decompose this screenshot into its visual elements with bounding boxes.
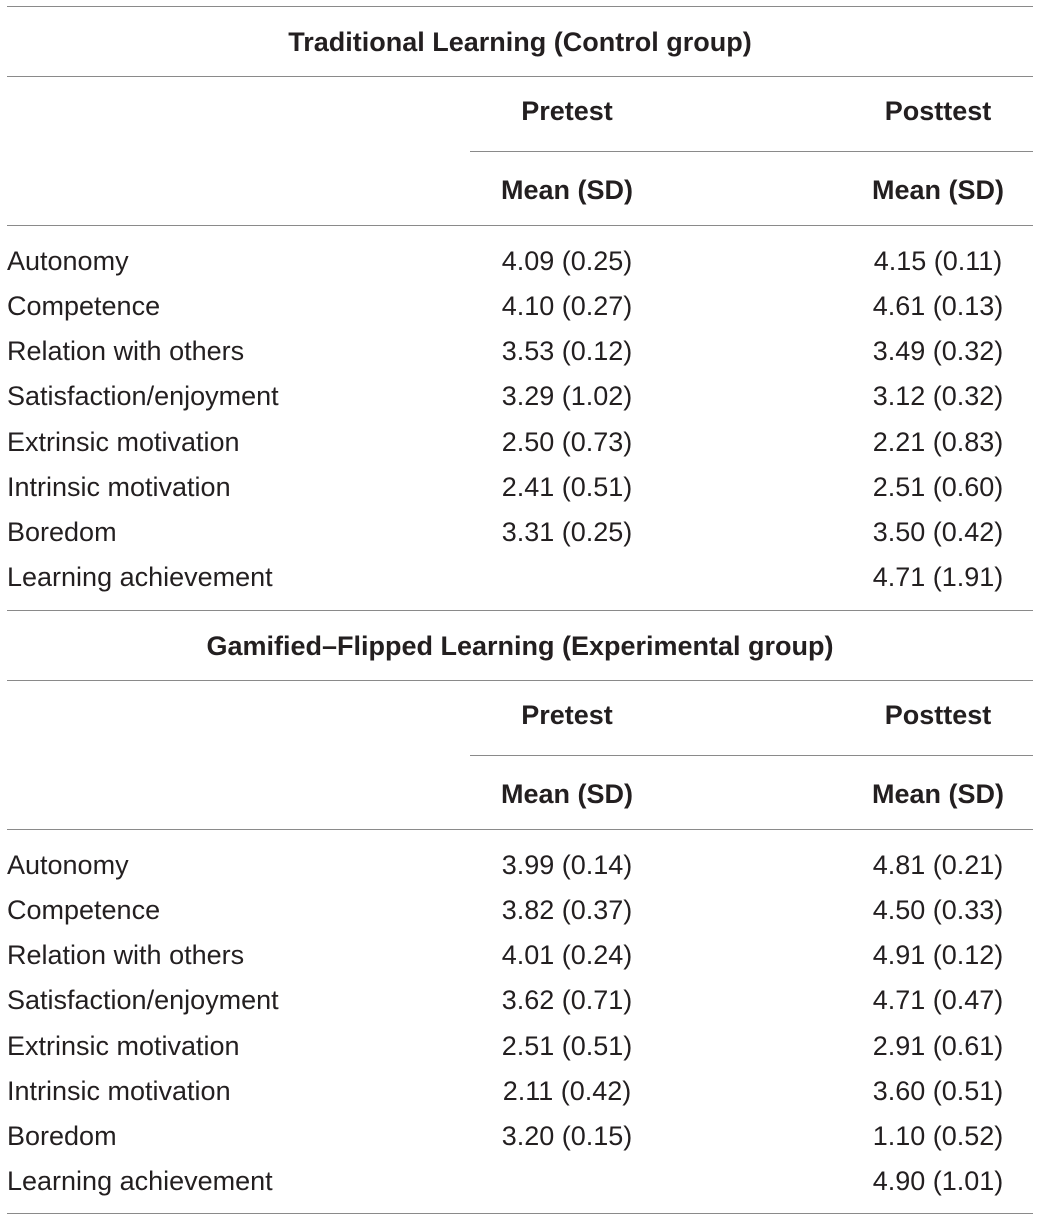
pretest-header: Pretest (521, 96, 613, 126)
posttest-mean-sd-header: Mean (SD) (871, 779, 1004, 809)
section-title: Traditional Learning (Control group) (288, 27, 752, 57)
posttest-value: 1.10 (0.52) (872, 1121, 1004, 1151)
header-rule (7, 225, 1033, 226)
row-label: Satisfaction/enjoyment (7, 985, 279, 1015)
title-rule (7, 680, 1033, 681)
pretest-value: 4.10 (0.27) (501, 291, 633, 321)
row-label: Boredom (7, 517, 117, 547)
row-label: Relation with others (7, 940, 245, 970)
spanner-rule (470, 755, 1033, 756)
pretest-header: Pretest (521, 700, 613, 730)
pretest-value: 3.99 (0.14) (501, 850, 633, 880)
pretest-value: 2.11 (0.42) (502, 1076, 632, 1106)
posttest-value: 3.12 (0.32) (872, 381, 1004, 411)
row-label: Intrinsic motivation (7, 472, 231, 502)
pretest-value: 3.62 (0.71) (501, 985, 633, 1015)
spanner-rule (470, 151, 1033, 152)
pretest-value: 2.41 (0.51) (501, 472, 633, 502)
row-label: Learning achievement (7, 562, 273, 592)
posttest-value: 3.50 (0.42) (872, 517, 1004, 547)
row-label: Competence (7, 895, 161, 925)
pretest-value: 4.09 (0.25) (501, 246, 633, 276)
pretest-mean-sd-header: Mean (SD) (500, 779, 633, 809)
row-label: Extrinsic motivation (7, 1031, 240, 1061)
posttest-value: 4.91 (0.12) (872, 940, 1004, 970)
posttest-value: 3.49 (0.32) (872, 336, 1004, 366)
section-top-rule (7, 6, 1033, 7)
pretest-value: 3.20 (0.15) (501, 1121, 633, 1151)
row-label: Relation with others (7, 336, 245, 366)
posttest-mean-sd-header: Mean (SD) (871, 175, 1004, 205)
posttest-value: 4.15 (0.11) (873, 246, 1003, 276)
row-label: Satisfaction/enjoyment (7, 381, 279, 411)
row-label: Autonomy (7, 246, 129, 276)
posttest-value: 2.91 (0.61) (872, 1031, 1004, 1061)
posttest-value: 2.21 (0.83) (872, 427, 1004, 457)
pretest-value: 4.01 (0.24) (501, 940, 633, 970)
row-label: Learning achievement (7, 1166, 273, 1196)
posttest-value: 2.51 (0.60) (872, 472, 1004, 502)
row-label: Autonomy (7, 850, 129, 880)
pretest-value: 3.53 (0.12) (501, 336, 633, 366)
section-top-rule (7, 610, 1033, 611)
posttest-value: 4.71 (1.91) (872, 562, 1004, 592)
row-label: Intrinsic motivation (7, 1076, 231, 1106)
pretest-value: 2.51 (0.51) (501, 1031, 633, 1061)
row-label: Boredom (7, 1121, 117, 1151)
pretest-value: 2.50 (0.73) (501, 427, 633, 457)
header-rule (7, 829, 1033, 830)
posttest-value: 4.50 (0.33) (872, 895, 1004, 925)
title-rule (7, 76, 1033, 77)
posttest-value: 3.60 (0.51) (872, 1076, 1004, 1106)
row-label: Extrinsic motivation (7, 427, 240, 457)
posttest-header: Posttest (884, 96, 992, 126)
posttest-value: 4.61 (0.13) (872, 291, 1004, 321)
section-title: Gamified–Flipped Learning (Experimental group) (206, 631, 834, 661)
table-bottom-rule (7, 1213, 1033, 1214)
pretest-value: 3.31 (0.25) (501, 517, 633, 547)
row-label: Competence (7, 291, 161, 321)
posttest-value: 4.90 (1.01) (872, 1166, 1004, 1196)
posttest-value: 4.81 (0.21) (872, 850, 1004, 880)
pretest-value: 3.82 (0.37) (501, 895, 633, 925)
posttest-value: 4.71 (0.47) (872, 985, 1004, 1015)
posttest-header: Posttest (884, 700, 992, 730)
pretest-mean-sd-header: Mean (SD) (500, 175, 633, 205)
pretest-value: 3.29 (1.02) (501, 381, 633, 411)
